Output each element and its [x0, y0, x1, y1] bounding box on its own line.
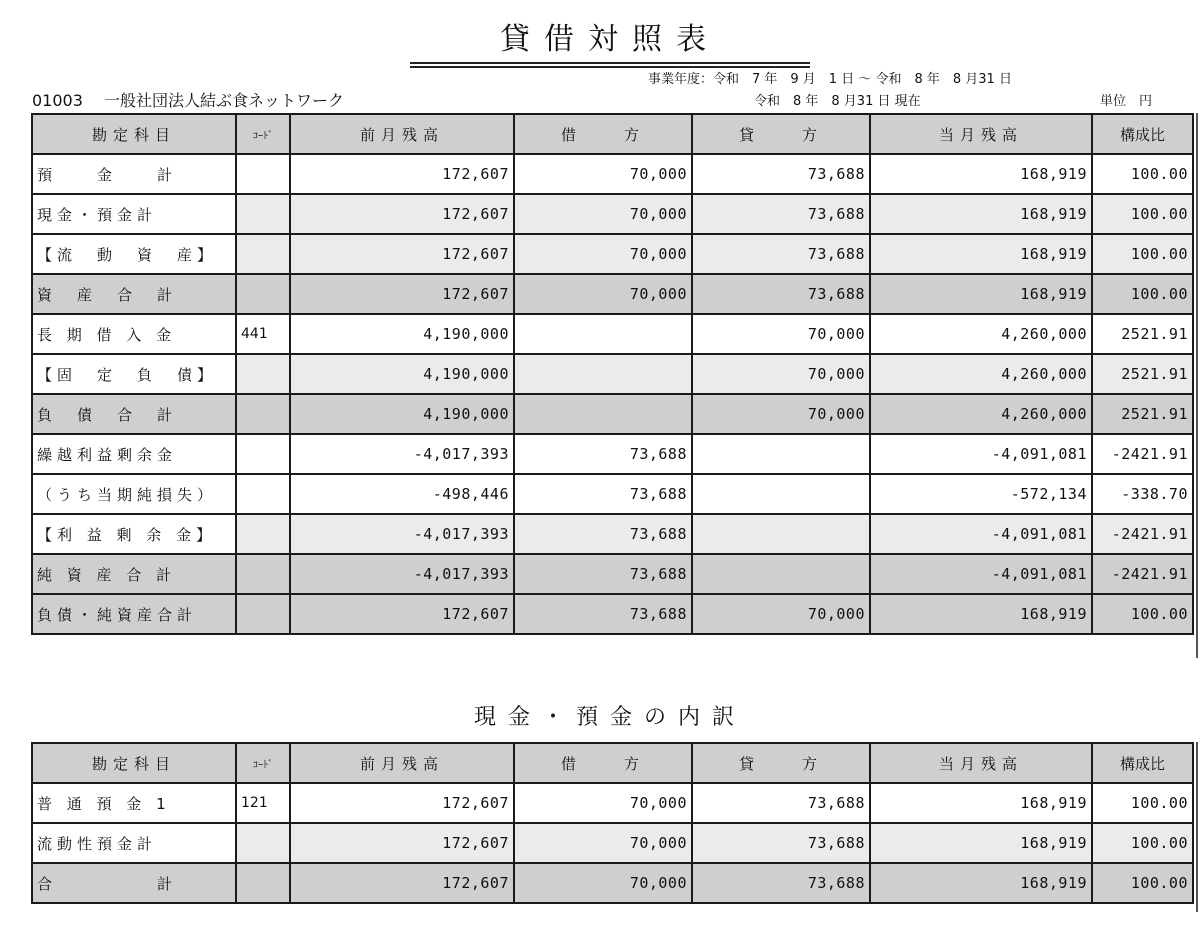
debit-cell: 73,688	[514, 594, 692, 634]
col-code: ｺｰﾄﾞ	[236, 743, 290, 783]
code-cell	[236, 474, 290, 514]
table-row	[32, 514, 1193, 554]
credit-cell	[692, 474, 870, 514]
code-cell	[236, 394, 290, 434]
col-ratio: 構成比	[1092, 114, 1193, 154]
account-cell: 繰越利益剰余金	[32, 434, 236, 474]
debit-cell: 70,000	[514, 274, 692, 314]
header-row	[32, 743, 1193, 783]
table-row	[32, 354, 1193, 394]
page-edge-line	[1196, 113, 1198, 658]
prev-balance-cell: 172,607	[290, 274, 514, 314]
account-cell: 預 金 計	[32, 154, 236, 194]
debit-cell: 70,000	[514, 863, 692, 903]
ratio-cell: -338.70	[1092, 474, 1193, 514]
page-title: 貸借対照表	[500, 22, 720, 57]
prev-balance-cell: 172,607	[290, 594, 514, 634]
code-cell	[236, 354, 290, 394]
col-credit: 貸 方	[692, 743, 870, 783]
credit-cell: 70,000	[692, 594, 870, 634]
prev-balance-cell: 4,190,000	[290, 314, 514, 354]
title-underline	[410, 62, 810, 64]
table-row	[32, 863, 1193, 903]
code-cell	[236, 194, 290, 234]
prev-balance-cell: 4,190,000	[290, 394, 514, 434]
header-row	[32, 114, 1193, 154]
table-row	[32, 274, 1193, 314]
organization-name: 01003 一般社団法人結ぶ食ネットワーク	[32, 91, 344, 110]
table-row	[32, 234, 1193, 274]
credit-cell: 73,688	[692, 194, 870, 234]
debit-cell: 70,000	[514, 783, 692, 823]
debit-cell: 73,688	[514, 554, 692, 594]
page-edge-line	[1196, 742, 1198, 912]
code-cell: 441	[236, 314, 290, 354]
title-underline-2	[410, 66, 810, 68]
table-row	[32, 823, 1193, 863]
prev-balance-cell: -4,017,393	[290, 514, 514, 554]
table-row	[32, 554, 1193, 594]
col-ratio: 構成比	[1092, 743, 1193, 783]
code-cell	[236, 594, 290, 634]
curr-balance-cell: 168,919	[870, 783, 1092, 823]
col-code: ｺｰﾄﾞ	[236, 114, 290, 154]
ratio-cell: -2421.91	[1092, 434, 1193, 474]
code-cell	[236, 554, 290, 594]
ratio-cell: 100.00	[1092, 234, 1193, 274]
section-subtitle: 現金・預金の内訳	[473, 705, 746, 730]
credit-cell: 73,688	[692, 863, 870, 903]
credit-cell	[692, 434, 870, 474]
col-credit: 貸 方	[692, 114, 870, 154]
curr-balance-cell: 4,260,000	[870, 394, 1092, 434]
account-cell: 合 計	[32, 863, 236, 903]
curr-balance-cell: 168,919	[870, 863, 1092, 903]
debit-cell	[514, 394, 692, 434]
credit-cell: 73,688	[692, 154, 870, 194]
credit-cell: 73,688	[692, 783, 870, 823]
account-cell: 長 期 借 入 金	[32, 314, 236, 354]
account-cell: 流動性預金計	[32, 823, 236, 863]
ratio-cell: 100.00	[1092, 783, 1193, 823]
ratio-cell: 2521.91	[1092, 314, 1193, 354]
debit-cell: 73,688	[514, 434, 692, 474]
prev-balance-cell: -4,017,393	[290, 434, 514, 474]
curr-balance-cell: -4,091,081	[870, 434, 1092, 474]
credit-cell: 70,000	[692, 394, 870, 434]
debit-cell: 73,688	[514, 514, 692, 554]
code-cell	[236, 514, 290, 554]
table-row	[32, 783, 1193, 823]
credit-cell	[692, 514, 870, 554]
curr-balance-cell: -572,134	[870, 474, 1092, 514]
ratio-cell: 100.00	[1092, 194, 1193, 234]
debit-cell: 70,000	[514, 234, 692, 274]
curr-balance-cell: 168,919	[870, 154, 1092, 194]
ratio-cell: 100.00	[1092, 823, 1193, 863]
curr-balance-cell: 4,260,000	[870, 354, 1092, 394]
ratio-cell: -2421.91	[1092, 514, 1193, 554]
credit-cell: 73,688	[692, 274, 870, 314]
col-account: 勘定科目	[32, 743, 236, 783]
ratio-cell: 100.00	[1092, 154, 1193, 194]
curr-balance-cell: 4,260,000	[870, 314, 1092, 354]
prev-balance-cell: 172,607	[290, 863, 514, 903]
curr-balance-cell: 168,919	[870, 823, 1092, 863]
prev-balance-cell: 172,607	[290, 154, 514, 194]
col-prev-balance: 前月残高	[290, 743, 514, 783]
curr-balance-cell: 168,919	[870, 274, 1092, 314]
col-prev-balance: 前月残高	[290, 114, 514, 154]
col-curr-balance: 当月残高	[870, 743, 1092, 783]
table-row	[32, 434, 1193, 474]
ratio-cell: 100.00	[1092, 594, 1193, 634]
code-cell	[236, 154, 290, 194]
code-cell	[236, 434, 290, 474]
credit-cell	[692, 554, 870, 594]
credit-cell: 73,688	[692, 234, 870, 274]
account-cell: （うち当期純損失）	[32, 474, 236, 514]
table-row	[32, 594, 1193, 634]
curr-balance-cell: 168,919	[870, 194, 1092, 234]
ratio-cell: 100.00	[1092, 863, 1193, 903]
col-curr-balance: 当月残高	[870, 114, 1092, 154]
debit-cell	[514, 354, 692, 394]
account-cell: 負債・純資産合計	[32, 594, 236, 634]
account-cell: 現金・預金計	[32, 194, 236, 234]
table-row	[32, 154, 1193, 194]
ratio-cell: -2421.91	[1092, 554, 1193, 594]
debit-cell: 73,688	[514, 474, 692, 514]
table-row	[32, 314, 1193, 354]
code-cell	[236, 234, 290, 274]
debit-cell: 70,000	[514, 823, 692, 863]
account-cell: 純 資 産 合 計	[32, 554, 236, 594]
account-cell: 【利 益 剰 余 金】	[32, 514, 236, 554]
currency-unit: 単位 円	[1100, 94, 1153, 109]
fiscal-period: 事業年度：令和 7 年 9 月 1 日 ～ 令和 8 年 8 月31 日	[648, 72, 1012, 87]
credit-cell: 73,688	[692, 823, 870, 863]
prev-balance-cell: -498,446	[290, 474, 514, 514]
account-cell: 【固 定 負 債】	[32, 354, 236, 394]
curr-balance-cell: -4,091,081	[870, 554, 1092, 594]
curr-balance-cell: 168,919	[870, 234, 1092, 274]
ratio-cell: 2521.91	[1092, 394, 1193, 434]
credit-cell: 70,000	[692, 354, 870, 394]
code-cell	[236, 274, 290, 314]
ratio-cell: 100.00	[1092, 274, 1193, 314]
curr-balance-cell: 168,919	[870, 594, 1092, 634]
code-cell: 121	[236, 783, 290, 823]
ratio-cell: 2521.91	[1092, 354, 1193, 394]
credit-cell: 70,000	[692, 314, 870, 354]
prev-balance-cell: 172,607	[290, 194, 514, 234]
as-of-date: 令和 8 年 8 月31 日 現在	[754, 94, 921, 109]
table-row	[32, 474, 1193, 514]
debit-cell: 70,000	[514, 154, 692, 194]
prev-balance-cell: 4,190,000	[290, 354, 514, 394]
balance-sheet-table	[31, 113, 1194, 635]
code-cell	[236, 823, 290, 863]
prev-balance-cell: 172,607	[290, 234, 514, 274]
table-row	[32, 394, 1193, 434]
col-debit: 借 方	[514, 743, 692, 783]
code-cell	[236, 863, 290, 903]
debit-cell	[514, 314, 692, 354]
account-cell: 普 通 預 金 1	[32, 783, 236, 823]
col-debit: 借 方	[514, 114, 692, 154]
account-cell: 負 債 合 計	[32, 394, 236, 434]
debit-cell: 70,000	[514, 194, 692, 234]
prev-balance-cell: 172,607	[290, 783, 514, 823]
curr-balance-cell: -4,091,081	[870, 514, 1092, 554]
prev-balance-cell: -4,017,393	[290, 554, 514, 594]
col-account: 勘定科目	[32, 114, 236, 154]
table-row	[32, 194, 1193, 234]
account-cell: 資 産 合 計	[32, 274, 236, 314]
account-cell: 【流 動 資 産】	[32, 234, 236, 274]
prev-balance-cell: 172,607	[290, 823, 514, 863]
cash-deposit-breakdown-table	[31, 742, 1194, 904]
